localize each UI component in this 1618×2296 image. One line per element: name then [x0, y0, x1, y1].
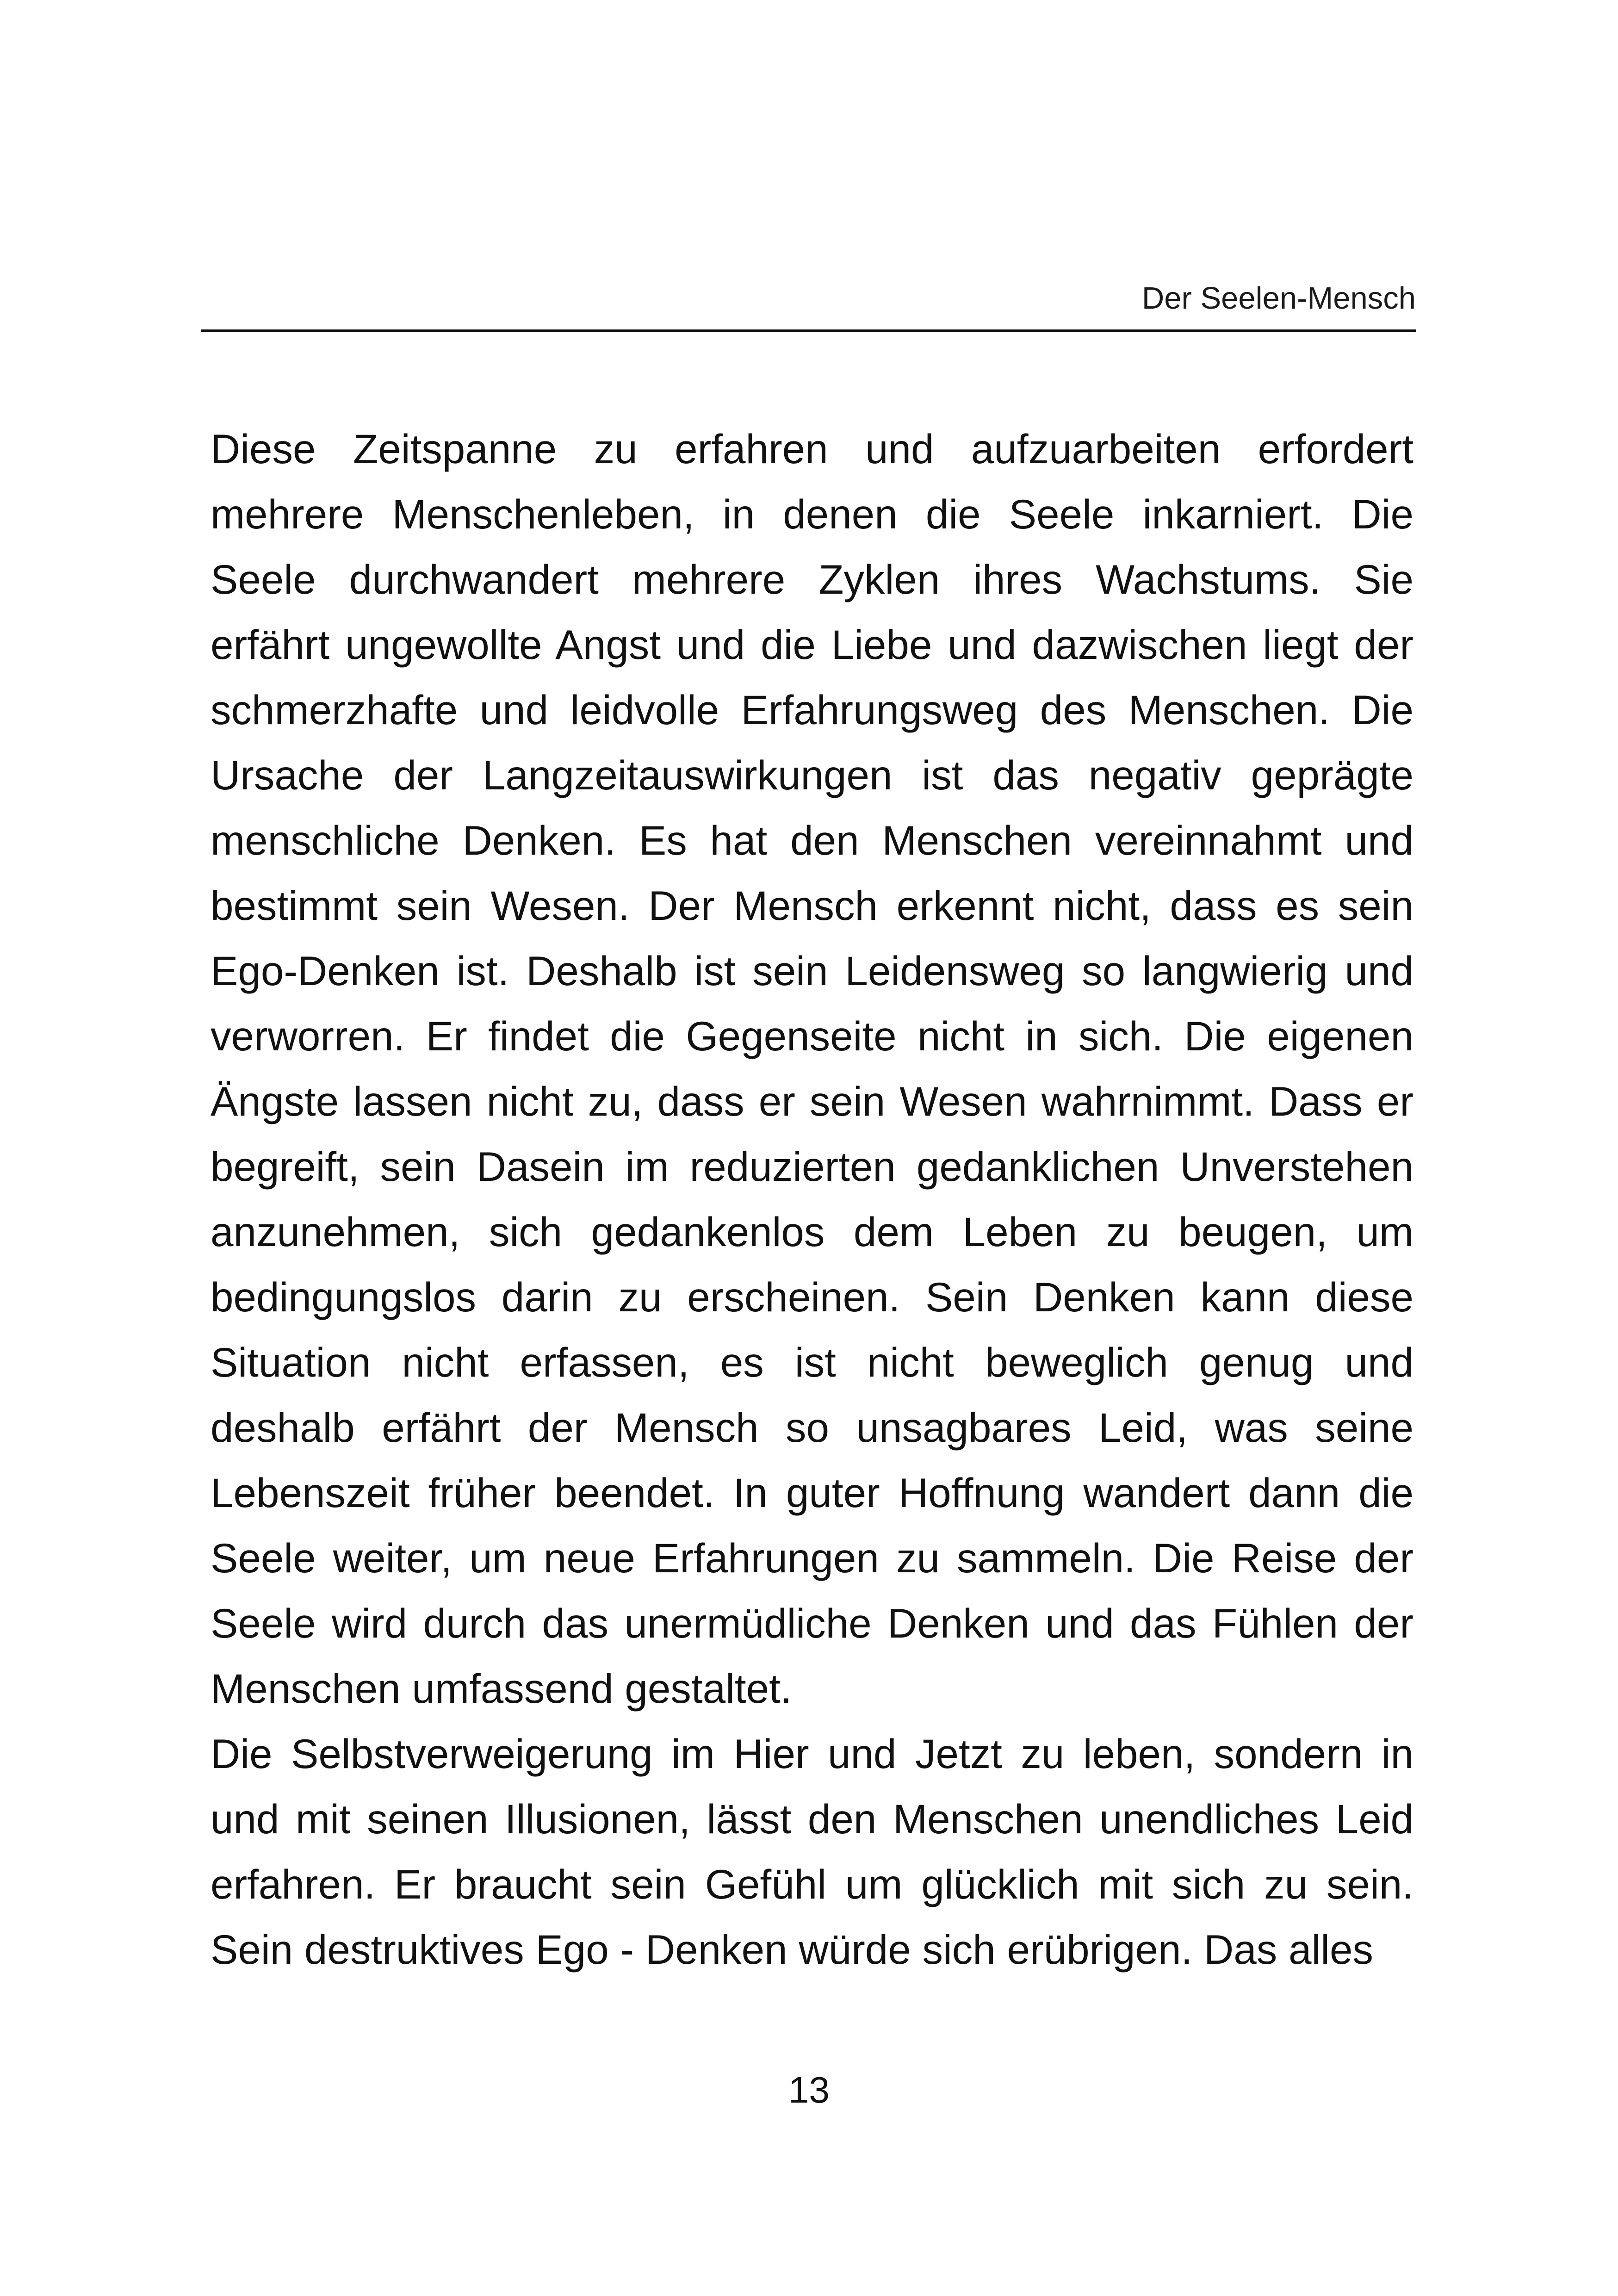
- header-rule: [201, 329, 1416, 332]
- text-line: Sein destruktives Ego - Denken würde sich erübrigen. Das alles: [211, 1926, 1374, 1973]
- text-line: verworren. Er findet die Gegenseite nicht in sich. Die eigenen: [211, 1013, 1413, 1059]
- text-line: deshalb erfährt der Mensch so unsagbares Leid, was seine: [211, 1404, 1413, 1451]
- text-line: anzunehmen, sich gedankenlos dem Leben zu beugen, um: [211, 1209, 1413, 1255]
- text-line: bestimmt sein Wesen. Der Mensch erkennt nicht, dass es sein: [211, 882, 1413, 929]
- text-line: Ängste lassen nicht zu, dass er sein Wesen wahrnimmt. Dass er: [211, 1078, 1413, 1124]
- text-line: Menschen umfassend gestaltet.: [211, 1665, 792, 1712]
- page-number: 13: [788, 2069, 830, 2110]
- text-line: erfahren. Er braucht sein Gefühl um glücklich mit sich zu sein.: [211, 1861, 1413, 1907]
- text-line: Seele weiter, um neue Erfahrungen zu sammeln. Die Reise der: [211, 1535, 1413, 1581]
- text-line: Situation nicht erfassen, es ist nicht beweglich genug und: [211, 1339, 1413, 1385]
- text-line: schmerzhafte und leidvolle Erfahrungsweg des Menschen. Die: [211, 687, 1413, 733]
- body-text: [211, 416, 1413, 1982]
- text-line: Die Selbstverweigerung im Hier und Jetzt zu leben, sondern in: [211, 1731, 1413, 1777]
- text-line: erfährt ungewollte Angst und die Liebe und dazwischen liegt der: [211, 621, 1413, 668]
- text-line: Ursache der Langzeitauswirkungen ist das negativ geprägte: [211, 752, 1413, 798]
- text-line: mehrere Menschenleben, in denen die Seele inkarniert. Die: [211, 491, 1413, 537]
- text-line: menschliche Denken. Es hat den Menschen vereinnahmt und: [211, 817, 1413, 863]
- text-line: bedingungslos darin zu erscheinen. Sein Denken kann diese: [211, 1274, 1413, 1320]
- text-line: Seele durchwandert mehrere Zyklen ihres Wachstums. Sie: [211, 556, 1413, 602]
- running-header: Der Seelen-Mensch: [1141, 281, 1416, 316]
- text-line: Seele wird durch das unermüdliche Denken und das Fühlen der: [211, 1600, 1413, 1646]
- text-line: und mit seinen Illusionen, lässt den Menschen unendliches Leid: [211, 1796, 1413, 1842]
- text-line: begreift, sein Dasein im reduzierten gedanklichen Unverstehen: [211, 1143, 1413, 1190]
- text-line: Diese Zeitspanne zu erfahren und aufzuarbeiten erfordert: [211, 426, 1413, 472]
- text-line: Ego-Denken ist. Deshalb ist sein Leidensweg so langwierig und: [211, 948, 1413, 994]
- text-line: Lebenszeit früher beendet. In guter Hoffnung wandert dann die: [211, 1470, 1413, 1516]
